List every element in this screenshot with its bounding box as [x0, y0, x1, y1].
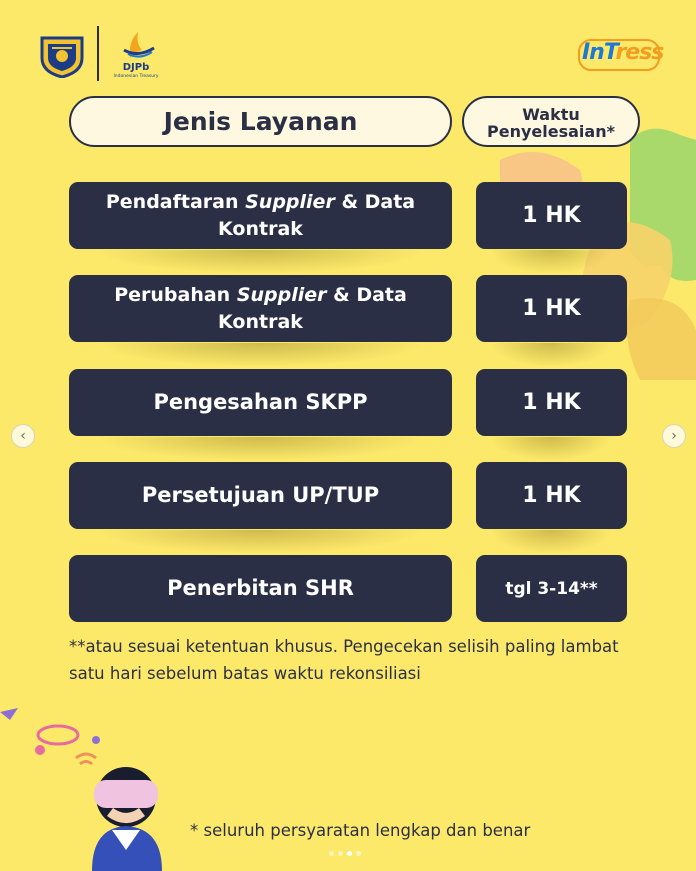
- time-box: 1 HK: [476, 275, 627, 342]
- service-box: [69, 275, 452, 342]
- service-row: [0, 462, 696, 529]
- time-box: 1 HK: [476, 369, 627, 436]
- row-shadow: [95, 250, 425, 274]
- intress-wordmark-part1: InT: [582, 40, 616, 65]
- header-time-line1: Waktu: [522, 104, 580, 124]
- time-box: 1 HK: [476, 182, 627, 249]
- header-completion-time: [462, 96, 640, 147]
- service-text-pre: Pendaftaran: [105, 190, 246, 213]
- pager-dot[interactable]: [338, 851, 343, 856]
- service-text-em: Supplier: [236, 283, 327, 306]
- requirements-footnote: * seluruh persyaratan lengkap dan benar: [190, 821, 531, 840]
- service-row: [0, 275, 696, 342]
- time-box: tgl 3-14**: [476, 555, 627, 622]
- vr-person-illustration: [0, 700, 180, 871]
- pager-dot[interactable]: [329, 851, 334, 856]
- row-shadow: [490, 250, 612, 274]
- intress-wordmark-part2: ress: [615, 40, 664, 65]
- djpb-subtitle: Indonesian Treasury: [113, 74, 159, 79]
- pager-dot-active[interactable]: [347, 851, 352, 856]
- row-shadow: [95, 437, 425, 461]
- special-terms-note: **atau sesuai ketentuan khusus. Pengecekan selisih paling lambat satu hari sebelum batas waktu rekonsiliasi: [69, 637, 619, 683]
- row-shadow: [95, 343, 425, 367]
- row-shadow: [490, 437, 612, 461]
- kemenkeu-logo: [38, 32, 86, 78]
- pager-dot[interactable]: [356, 851, 361, 856]
- djpb-logo: [108, 28, 164, 82]
- service-text-post: & Data Kontrak: [218, 283, 407, 333]
- service-box: [69, 182, 452, 249]
- service-row: [0, 555, 696, 622]
- service-text-pre: Perubahan: [114, 283, 237, 306]
- row-shadow: [490, 343, 612, 367]
- chevron-left-icon: ‹: [20, 428, 26, 444]
- service-box: Persetujuan UP/TUP: [69, 462, 452, 529]
- row-shadow: [490, 530, 612, 554]
- logo-divider: [97, 26, 99, 81]
- time-box: 1 HK: [476, 462, 627, 529]
- service-row: [0, 369, 696, 436]
- djpb-emblem-icon: [108, 28, 164, 62]
- header-time-line2: Penyelesaian*: [487, 121, 615, 141]
- djpb-wordmark: DJPb: [122, 62, 150, 73]
- row-shadow: [95, 530, 425, 554]
- service-text-em: Supplier: [245, 190, 335, 213]
- next-slide-button[interactable]: [662, 424, 686, 448]
- carousel-pager: [329, 851, 361, 856]
- service-text-post: & Data Kontrak: [218, 190, 416, 240]
- chevron-right-icon: ›: [671, 428, 677, 444]
- previous-slide-button[interactable]: [11, 424, 35, 448]
- service-box: Penerbitan SHR: [69, 555, 452, 622]
- service-box: Pengesahan SKPP: [69, 369, 452, 436]
- header-service: Jenis Layanan: [69, 96, 452, 147]
- service-row: [0, 182, 696, 249]
- intress-logo: [578, 38, 662, 74]
- intress-wordmark: [582, 40, 663, 65]
